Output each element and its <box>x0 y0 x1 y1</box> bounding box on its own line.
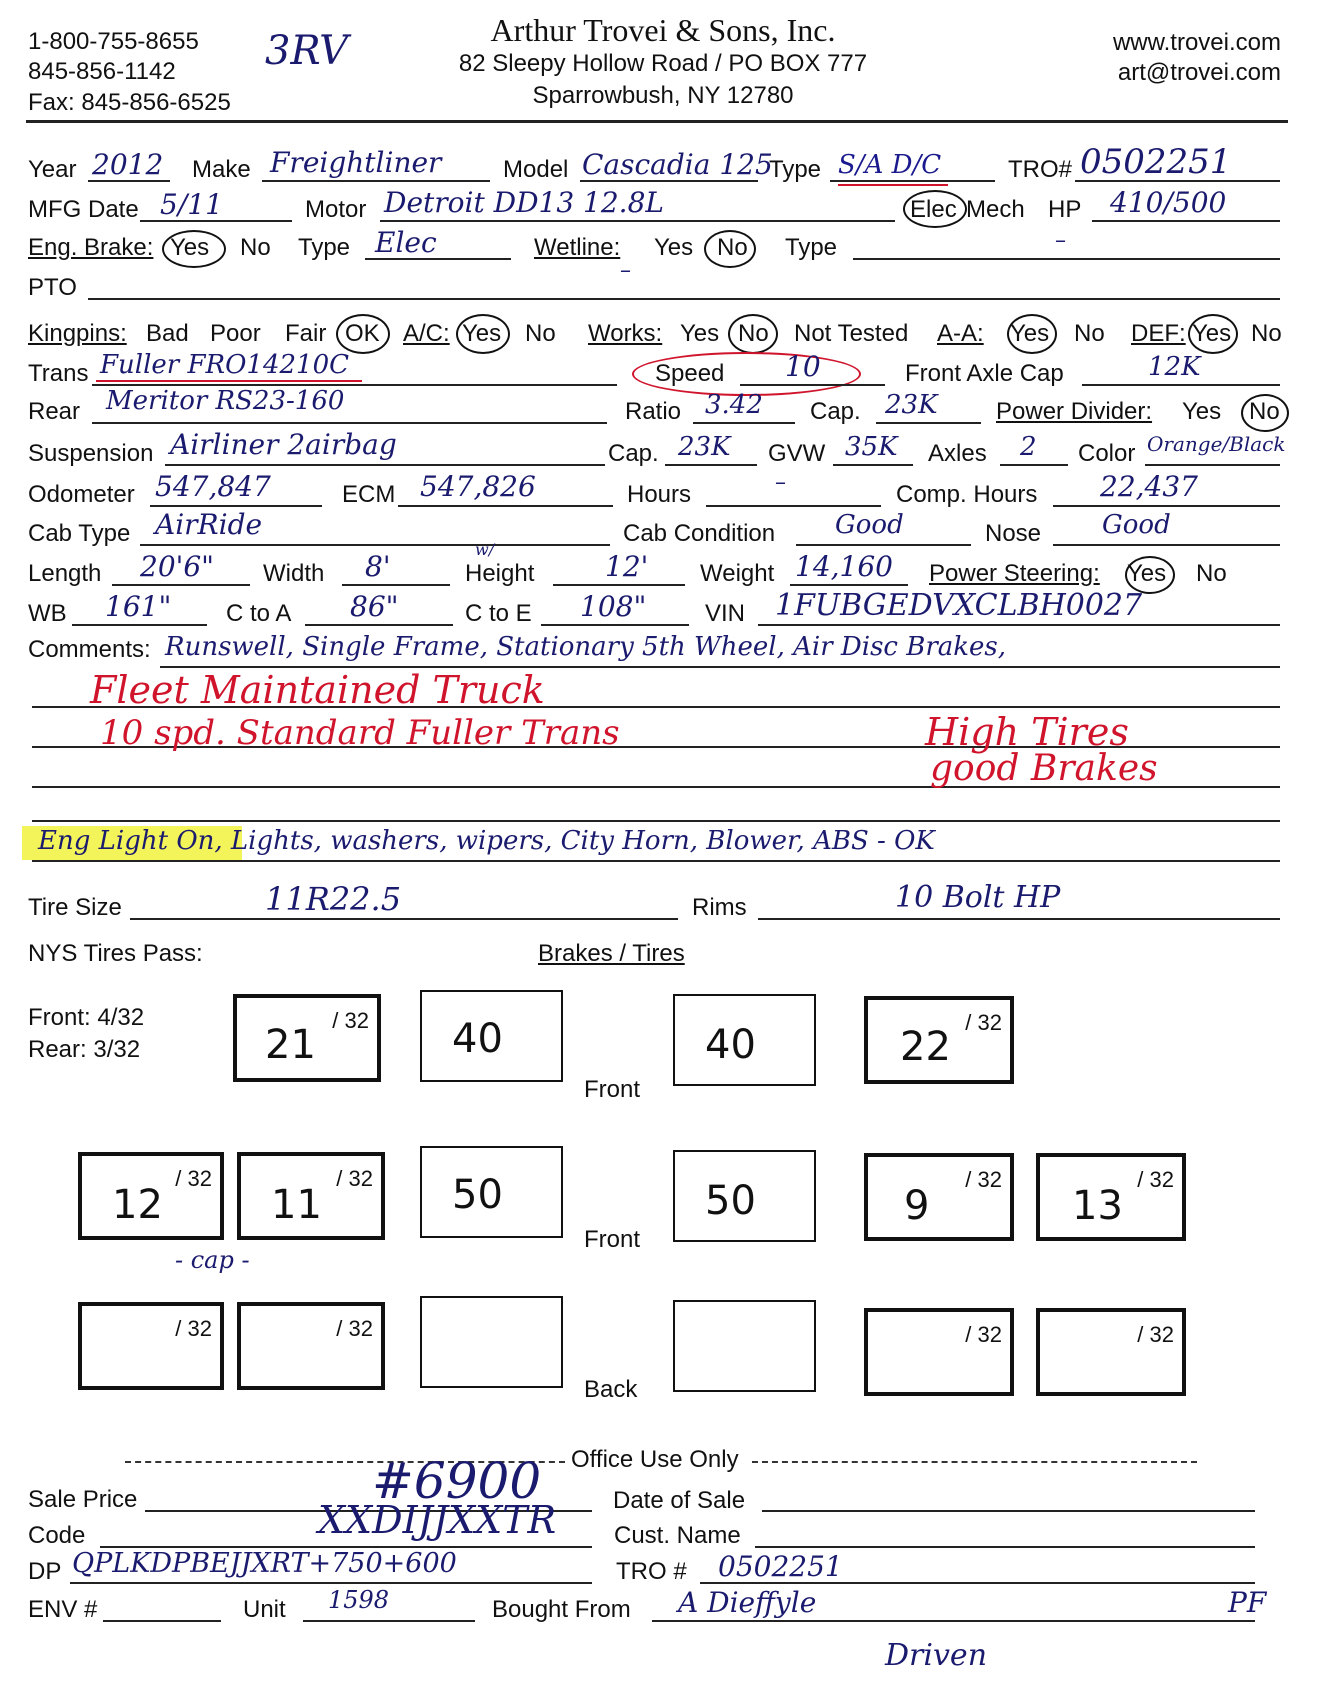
wetline-type-label: Type <box>785 234 838 261</box>
tire-size-line <box>130 918 678 920</box>
brake-front-right[interactable] <box>673 994 816 1086</box>
comp-hours-value: 22,437 <box>1100 470 1198 503</box>
office-divider-right <box>752 1461 1197 1463</box>
elec-label: Elec <box>910 196 957 223</box>
aa-no: No <box>1074 320 1105 347</box>
bought-from-line <box>652 1620 1255 1622</box>
front-label-2: Front <box>584 1226 641 1253</box>
works-label: Works: <box>588 320 663 347</box>
env-line <box>103 1620 221 1622</box>
axles-label: Axles <box>928 440 987 467</box>
color-line <box>1145 464 1280 466</box>
mfg-date-label: MFG Date <box>28 196 139 223</box>
odometer-line <box>150 505 322 507</box>
gvw-label: GVW <box>768 440 826 467</box>
nose-value: Good <box>1102 510 1171 540</box>
tire-drive-right-outer[interactable] <box>1036 1153 1186 1241</box>
make-line <box>262 180 490 182</box>
cab-condition-line <box>796 544 971 546</box>
rear-label: Rear <box>28 398 81 425</box>
comment-5: Eng Light On, Lights, washers, wipers, City Horn, Blower, ABS - OK <box>38 826 935 856</box>
denominator: / 32 <box>175 1166 212 1191</box>
back-label: Back <box>584 1376 638 1403</box>
bought-from-label: Bought From <box>492 1596 631 1623</box>
tire-front-left[interactable] <box>233 994 381 1082</box>
c-to-a-value: 86" <box>350 590 399 623</box>
address-line-1: 82 Sleepy Hollow Road / PO BOX 777 <box>458 50 868 77</box>
wb-label: WB <box>28 600 67 627</box>
height-label: Height <box>465 560 535 587</box>
ecm-line <box>398 505 613 507</box>
sale-price-value: #6900 <box>372 1452 542 1510</box>
year-value: 2012 <box>92 148 164 181</box>
make-label: Make <box>192 156 251 183</box>
ratio-line <box>693 422 795 424</box>
dp-value: QPLKDPBEJJXRT+750+600 <box>72 1548 457 1579</box>
phone-1: 1-800-755-8655 <box>28 28 199 55</box>
brake-drive-left[interactable] <box>420 1146 563 1238</box>
suspension-line <box>165 464 605 466</box>
pto-line <box>88 298 1280 300</box>
front-axle-cap-line <box>1082 384 1280 386</box>
susp-cap-line <box>665 464 757 466</box>
eng-brake-type-value: Elec <box>375 226 437 259</box>
address-line-2: Sparrowbush, NY 12780 <box>532 82 794 109</box>
c-to-a-label: C to A <box>226 600 292 627</box>
initials-handwritten: 3RV <box>265 28 349 74</box>
c-to-e-value: 108" <box>580 590 647 623</box>
hours-label: Hours <box>627 481 692 508</box>
width-value: 8' <box>365 550 391 583</box>
tire-rear-left-outer[interactable] <box>78 1302 224 1390</box>
cab-type-value: AirRide <box>155 508 263 541</box>
brake-front-left[interactable] <box>420 990 563 1082</box>
comments-label: Comments: <box>28 636 151 663</box>
denominator: / 32 <box>332 1008 369 1033</box>
def-no: No <box>1251 320 1282 347</box>
pto-label: PTO <box>28 274 77 301</box>
height-line <box>553 584 685 586</box>
hours-value: – <box>775 470 786 495</box>
rear-pass-spec: Rear: 3/32 <box>28 1036 141 1063</box>
weight-value: 14,160 <box>795 550 893 583</box>
def-label: DEF: <box>1131 320 1186 347</box>
tro2-value: 0502251 <box>718 1550 843 1583</box>
type-red-underline <box>838 184 948 186</box>
rear-value: Meritor RS23-160 <box>106 386 345 416</box>
power-divider-yes: Yes <box>1182 398 1222 425</box>
wetline-dash: – <box>620 258 631 283</box>
driven-value: Driven <box>885 1638 988 1673</box>
denominator: / 32 <box>1137 1322 1174 1347</box>
tread-value: 9 <box>904 1183 930 1229</box>
comment-1: Runswell, Single Frame, Stationary 5th Wheel, Air Disc Brakes, <box>165 632 1007 662</box>
nys-tires-pass-label: NYS Tires Pass: <box>28 940 203 967</box>
trans-red-underline <box>96 380 362 382</box>
denominator: / 32 <box>965 1322 1002 1347</box>
height-with-note: w/ <box>475 540 495 559</box>
rims-label: Rims <box>692 894 747 921</box>
phone-2: 845-856-1142 <box>28 58 176 85</box>
ac-no: No <box>525 320 556 347</box>
tro-label: TRO# <box>1008 156 1073 183</box>
ratio-label: Ratio <box>625 398 682 425</box>
weight-label: Weight <box>700 560 775 587</box>
vin-line <box>758 624 1280 626</box>
tread-value: 13 <box>1072 1183 1123 1229</box>
tire-drive-right-inner[interactable] <box>864 1153 1014 1241</box>
ac-label: A/C: <box>403 320 450 347</box>
unit-value: 1598 <box>328 1586 390 1614</box>
c-to-e-label: C to E <box>465 600 532 627</box>
rear-cap-value: 23K <box>885 390 938 420</box>
speed-label: Speed <box>655 360 725 387</box>
axles-value: 2 <box>1020 432 1037 462</box>
comment-side-2-red: good Brakes <box>930 748 1158 789</box>
width-label: Width <box>263 560 325 587</box>
tread-value: 12 <box>112 1182 163 1228</box>
comment-line-6 <box>32 860 1280 862</box>
tire-size-value: 11R22.5 <box>265 880 402 918</box>
ecm-label: ECM <box>342 481 396 508</box>
wetline-type-line <box>853 258 1280 260</box>
make-value: Freightliner <box>270 146 442 179</box>
cab-type-label: Cab Type <box>28 520 131 547</box>
color-value: Orange/Black <box>1147 432 1286 456</box>
rims-value: 10 Bolt HP <box>895 880 1061 915</box>
type-value: S/A D/C <box>838 150 942 180</box>
odometer-value: 547,847 <box>155 470 271 503</box>
comment-side-1-red: High Tires <box>925 710 1129 754</box>
model-label: Model <box>503 156 569 183</box>
code-label: Code <box>28 1522 86 1549</box>
length-line <box>112 584 250 586</box>
tread-value: 21 <box>265 1022 316 1068</box>
rear-line <box>92 422 607 424</box>
bought-from-value: A Dieffyle <box>678 1586 817 1619</box>
kingpins-bad: Bad <box>146 320 189 347</box>
trans-value: Fuller FRO14210C <box>100 350 350 380</box>
brakes-tires-heading: Brakes / Tires <box>538 940 685 967</box>
brake-value: 40 <box>452 1016 503 1062</box>
motor-label: Motor <box>305 196 367 223</box>
cab-type-line <box>140 544 610 546</box>
aa-yes: Yes <box>1010 320 1050 347</box>
ratio-value: 3.42 <box>705 390 763 420</box>
c-to-e-line <box>541 624 689 626</box>
trans-label: Trans <box>28 360 89 387</box>
denominator: / 32 <box>175 1316 212 1341</box>
front-axle-cap-label: Front Axle Cap <box>905 360 1064 387</box>
brake-value: 50 <box>452 1172 503 1218</box>
wetline-type-value: – <box>1055 228 1066 253</box>
power-steering-no: No <box>1196 560 1227 587</box>
width-line <box>342 584 450 586</box>
ac-yes: Yes <box>462 320 502 347</box>
tire-rear-right-outer[interactable] <box>1036 1308 1186 1396</box>
wb-value: 161" <box>105 590 172 623</box>
date-of-sale-label: Date of Sale <box>613 1487 746 1514</box>
kingpins-fair: Fair <box>285 320 327 347</box>
aa-label: A-A: <box>937 320 984 347</box>
rims-line <box>758 918 1280 920</box>
power-steering-yes: Yes <box>1127 560 1167 587</box>
kingpins-label: Kingpins: <box>28 320 127 347</box>
wetline-label: Wetline: <box>534 234 621 261</box>
works-yes: Yes <box>680 320 720 347</box>
cap-note: - cap - <box>175 1246 250 1274</box>
speed-line <box>740 384 885 386</box>
front-axle-cap-value: 12K <box>1148 352 1201 382</box>
denominator: / 32 <box>336 1316 373 1341</box>
denominator: / 32 <box>965 1010 1002 1035</box>
rear-cap-line <box>876 422 981 424</box>
comp-hours-line <box>1053 505 1280 507</box>
hp-line <box>1092 220 1280 222</box>
brake-rear-right[interactable] <box>673 1300 816 1392</box>
eng-brake-type-label: Type <box>298 234 351 261</box>
power-divider-no: No <box>1249 398 1280 425</box>
tire-drive-left-outer[interactable] <box>78 1152 224 1240</box>
hp-label: HP <box>1048 196 1082 223</box>
cab-condition-value: Good <box>835 510 904 540</box>
c-to-a-line <box>305 624 453 626</box>
tire-size-label: Tire Size <box>28 894 122 921</box>
sale-price-label: Sale Price <box>28 1486 138 1513</box>
front-label-1: Front <box>584 1076 641 1103</box>
brake-value: 40 <box>705 1022 756 1068</box>
nose-label: Nose <box>985 520 1042 547</box>
power-divider-label: Power Divider: <box>996 398 1153 425</box>
tire-front-right[interactable] <box>864 996 1014 1084</box>
mfg-date-value: 5/11 <box>160 188 223 221</box>
speed-value: 10 <box>785 350 821 383</box>
eng-brake-yes: Yes <box>170 234 210 261</box>
cust-name-label: Cust. Name <box>614 1522 741 1549</box>
type-line <box>830 180 995 182</box>
tread-value: 11 <box>271 1182 322 1228</box>
wetline-yes: Yes <box>654 234 694 261</box>
website: www.trovei.com <box>1112 29 1281 56</box>
axles-line <box>1000 464 1068 466</box>
wetline-no: No <box>717 234 748 261</box>
mech-label: Mech <box>966 196 1025 223</box>
rear-cap-label: Cap. <box>810 398 861 425</box>
type-label: Type <box>769 156 822 183</box>
susp-cap-label: Cap. <box>608 440 659 467</box>
denominator: / 32 <box>965 1167 1002 1192</box>
motor-value: Detroit DD13 12.8L <box>384 186 664 219</box>
header-divider <box>26 120 1288 123</box>
eng-brake-no: No <box>240 234 271 261</box>
denominator: / 32 <box>1137 1167 1174 1192</box>
pf-value: PF <box>1228 1586 1267 1619</box>
cab-condition-label: Cab Condition <box>623 520 776 547</box>
comment-3-red: 10 spd. Standard Fuller Trans <box>100 713 620 753</box>
gvw-value: 35K <box>845 432 898 462</box>
power-steering-label: Power Steering: <box>929 560 1100 587</box>
brake-rear-left[interactable] <box>420 1296 563 1388</box>
office-use-only-label: Office Use Only <box>571 1446 739 1473</box>
unit-label: Unit <box>243 1596 286 1623</box>
brake-value: 50 <box>705 1178 756 1224</box>
front-pass-spec: Front: 4/32 <box>28 1004 145 1031</box>
motor-line <box>380 220 895 222</box>
tire-rear-left-inner[interactable] <box>237 1302 385 1390</box>
brake-drive-right[interactable] <box>673 1150 816 1242</box>
kingpins-ok: OK <box>345 320 380 347</box>
hours-line <box>706 505 881 507</box>
suspension-label: Suspension <box>28 440 154 467</box>
tro2-label: TRO # <box>616 1558 687 1585</box>
susp-cap-value: 23K <box>678 432 731 462</box>
length-label: Length <box>28 560 102 587</box>
works-no: No <box>738 320 769 347</box>
cust-name-line <box>755 1546 1255 1548</box>
year-label: Year <box>28 156 77 183</box>
vin-label: VIN <box>705 600 746 627</box>
fax: Fax: 845-856-6525 <box>28 89 231 116</box>
ecm-value: 547,826 <box>420 470 536 503</box>
denominator: / 32 <box>336 1166 373 1191</box>
weight-line <box>790 584 908 586</box>
gvw-line <box>833 464 913 466</box>
kingpins-poor: Poor <box>210 320 261 347</box>
tro-value: 0502251 <box>1080 142 1232 182</box>
works-not-tested: Not Tested <box>794 320 909 347</box>
unit-line <box>303 1620 475 1622</box>
env-label: ENV # <box>28 1596 98 1623</box>
vin-value: 1FUBGEDVXCLBH0027 <box>775 588 1143 623</box>
comment-line-5 <box>32 820 1280 822</box>
wb-line <box>72 624 207 626</box>
hp-value: 410/500 <box>1110 186 1227 219</box>
model-value: Cascadia 125 <box>582 148 773 181</box>
height-value: 12' <box>605 550 649 583</box>
nose-line <box>1053 544 1280 546</box>
dp-label: DP <box>28 1558 62 1585</box>
def-yes: Yes <box>1192 320 1232 347</box>
length-value: 20'6" <box>140 550 215 583</box>
suspension-value: Airliner 2airbag <box>170 428 397 461</box>
comment-2-red: Fleet Maintained Truck <box>90 668 545 712</box>
email: art@trovei.com <box>1117 59 1281 86</box>
tire-rear-right-inner[interactable] <box>864 1308 1014 1396</box>
color-label: Color <box>1078 440 1136 467</box>
odometer-label: Odometer <box>28 481 135 508</box>
tread-value: 22 <box>900 1024 951 1070</box>
dp-line <box>70 1582 592 1584</box>
date-of-sale-line <box>762 1510 1255 1512</box>
eng-brake-label: Eng. Brake: <box>28 234 154 261</box>
tire-drive-left-inner[interactable] <box>237 1152 385 1240</box>
code-value: XXDIJJXXTR <box>318 1498 557 1542</box>
company-name: Arthur Trovei & Sons, Inc. <box>490 12 836 48</box>
comp-hours-label: Comp. Hours <box>896 481 1038 508</box>
